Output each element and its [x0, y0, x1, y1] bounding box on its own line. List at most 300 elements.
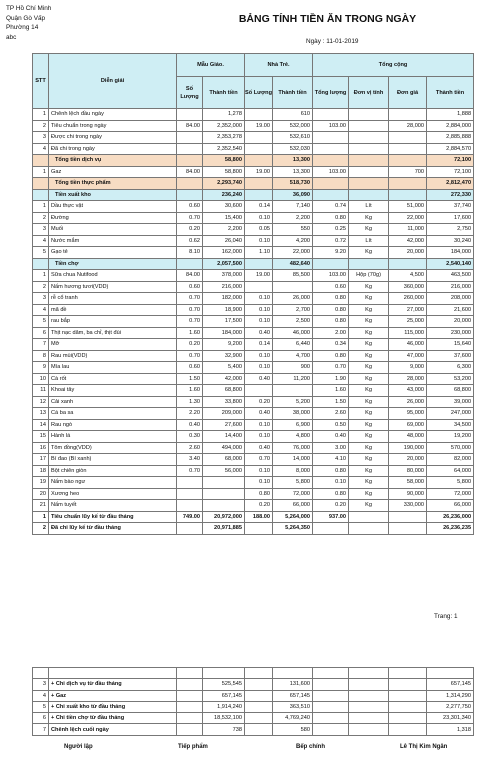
cell-mg-t: 2,200 [203, 224, 245, 236]
cell-desc: Tổng tiền thực phẩm [49, 178, 177, 190]
cell-unit: Kg [349, 304, 389, 316]
signature-head-cook: Bếp chính [296, 744, 326, 750]
table-row [33, 408, 474, 420]
summary-cell-stt: 4 [33, 690, 49, 701]
cell-unit: Hộp (70g) [349, 270, 389, 282]
total-row [33, 523, 474, 535]
summary-cell-stt: 3 [33, 679, 49, 690]
cell-nt-t: 11,200 [273, 373, 313, 385]
cell-price: 80,000 [389, 465, 427, 477]
cell-tt: 1,888 [427, 109, 474, 121]
cell-mg-t: 2,353,278 [203, 132, 245, 144]
table-row [33, 454, 474, 466]
cell-desc: mã đề [49, 304, 177, 316]
cell-unit: Kg [349, 281, 389, 293]
cell-mg-t [203, 477, 245, 489]
cell-mg-t: 5,400 [203, 362, 245, 374]
cell-price: 115,000 [389, 327, 427, 339]
cell-mg-t: 56,000 [203, 465, 245, 477]
cell-mg-q: 1.60 [177, 385, 203, 397]
page-number: Trang: 1 [434, 613, 458, 620]
cell-nt-q: 0.10 [245, 316, 273, 328]
cell-price [389, 258, 427, 270]
table-row [33, 442, 474, 454]
summary-row [33, 713, 474, 724]
cell-desc: rễ cổ tranh [49, 293, 177, 305]
cell-stt: 8 [33, 350, 49, 362]
cell-nt-t: 14,000 [273, 454, 313, 466]
cell-mg-t: 378,000 [203, 270, 245, 282]
cell-nt-q: 0.20 [245, 500, 273, 512]
cell-mg-q: 0.20 [177, 224, 203, 236]
cell-tl: 0.40 [313, 431, 349, 443]
cell-nt-q: 0.80 [245, 488, 273, 500]
cell-price: 26,000 [389, 396, 427, 408]
cell-unit: Kg [349, 339, 389, 351]
cell-unit [349, 166, 389, 178]
cell-desc: Chênh lệch đầu ngày [49, 109, 177, 121]
cell-nt-t: 22,000 [273, 247, 313, 259]
cell-unit [349, 511, 389, 523]
cell-unit: Lít [349, 235, 389, 247]
cell-price [389, 511, 427, 523]
cell-price [389, 523, 427, 535]
cell-nt-q [245, 189, 273, 201]
cell-stt: 19 [33, 477, 49, 489]
cell-tl: 0.80 [313, 488, 349, 500]
cell-nt-t: 900 [273, 362, 313, 374]
cell-unit: Kg [349, 362, 389, 374]
cell-nt-t: 7,140 [273, 201, 313, 213]
cell-nt-t: 76,000 [273, 442, 313, 454]
cell-mg-q: 0.30 [177, 431, 203, 443]
table-row [33, 316, 474, 328]
cell-tl: 0.80 [313, 465, 349, 477]
cell-tt: 30,240 [427, 235, 474, 247]
cell-tt: 82,000 [427, 454, 474, 466]
cell-mg-t: 184,000 [203, 327, 245, 339]
cell-nt-t: 4,700 [273, 350, 313, 362]
cell-stt: 1 [33, 109, 49, 121]
cell-mg-t [203, 500, 245, 512]
cell-price: 69,000 [389, 419, 427, 431]
cell-nt-t: 518,730 [273, 178, 313, 190]
cell-desc: Xương heo [49, 488, 177, 500]
cell-price: 90,000 [389, 488, 427, 500]
cell-nt-t: 4,800 [273, 431, 313, 443]
cell-tl: 9.20 [313, 247, 349, 259]
cell-mg-t: 32,900 [203, 350, 245, 362]
cell-stt: 2 [33, 281, 49, 293]
cell-tt: 272,330 [427, 189, 474, 201]
cell-stt: 13 [33, 408, 49, 420]
cell-nt-q: 0.10 [245, 212, 273, 224]
table-row [33, 327, 474, 339]
cell-nt-q: 0.70 [245, 454, 273, 466]
cell-desc: Tiền chợ [49, 258, 177, 270]
cell-price: 48,000 [389, 431, 427, 443]
cell-tt: 72,100 [427, 155, 474, 167]
cell-mg-t: 18,900 [203, 304, 245, 316]
cell-desc: Rau ngò [49, 419, 177, 431]
cell-mg-q [177, 523, 203, 535]
cell-nt-q: 0.40 [245, 408, 273, 420]
cell-nt-t: 72,000 [273, 488, 313, 500]
cell-stt: 4 [33, 143, 49, 155]
cell-tt: 570,000 [427, 442, 474, 454]
cell-unit: Kg [349, 431, 389, 443]
cell-stt: 9 [33, 362, 49, 374]
cell-nt-t: 36,090 [273, 189, 313, 201]
cell-unit [349, 189, 389, 201]
cell-mg-q [177, 500, 203, 512]
cell-unit [349, 143, 389, 155]
table-row [33, 385, 474, 397]
cell-mg-q: 3.40 [177, 454, 203, 466]
cell-mg-q: 8.10 [177, 247, 203, 259]
cell-tl [313, 523, 349, 535]
cell-mg-q: 0.60 [177, 362, 203, 374]
cell-stt: 12 [33, 396, 49, 408]
table-row [33, 212, 474, 224]
cell-nt-t: 5,200 [273, 396, 313, 408]
total-row [33, 511, 474, 523]
cell-stt: 18 [33, 465, 49, 477]
cell-price [389, 132, 427, 144]
cell-mg-t: 20,972,000 [203, 511, 245, 523]
table-row [33, 270, 474, 282]
cell-tt: 53,200 [427, 373, 474, 385]
cell-nt-q: 0.40 [245, 327, 273, 339]
cell-nt-q [245, 281, 273, 293]
cell-tt: 72,100 [427, 166, 474, 178]
cell-price: 51,000 [389, 201, 427, 213]
cell-unit: Kg [349, 327, 389, 339]
cell-tl: 0.80 [313, 212, 349, 224]
summary-row [33, 690, 474, 701]
summary-cell-desc: + Chi tiền chợ từ đầu tháng [49, 713, 177, 724]
cell-tl [313, 143, 349, 155]
cell-mg-q [177, 178, 203, 190]
summary-cell-tt: 1,318 [427, 724, 474, 735]
cell-tt: 6,300 [427, 362, 474, 374]
cell-unit: Kg [349, 373, 389, 385]
cell-tl: 0.74 [313, 201, 349, 213]
cell-mg-q: 0.60 [177, 201, 203, 213]
summary-cell-desc: + Chi dịch vụ từ đầu tháng [49, 679, 177, 690]
cell-unit: Kg [349, 408, 389, 420]
cell-desc: Đã chi trong ngày [49, 143, 177, 155]
cell-stt: 10 [33, 373, 49, 385]
cell-stt: 17 [33, 454, 49, 466]
cell-unit: Kg [349, 419, 389, 431]
cell-unit [349, 523, 389, 535]
table-row [33, 339, 474, 351]
cell-unit: Kg [349, 396, 389, 408]
cell-mg-q: 0.40 [177, 419, 203, 431]
cell-nt-t: 13,300 [273, 166, 313, 178]
cell-nt-q [245, 143, 273, 155]
cell-mg-q: 1.60 [177, 327, 203, 339]
signature-prepared: Người lập [64, 744, 93, 750]
cell-desc: Cá ba sa [49, 408, 177, 420]
cell-stt: 6 [33, 327, 49, 339]
cell-tl [313, 132, 349, 144]
cell-mg-t: 27,600 [203, 419, 245, 431]
cell-desc: Gaz [49, 166, 177, 178]
cell-desc: Tiền xuất kho [49, 189, 177, 201]
col-group-nt: Nhà Trẻ. [245, 54, 313, 77]
cell-desc: Được chi trong ngày [49, 132, 177, 144]
cell-tl [313, 178, 349, 190]
cell-desc: Thịt nạc dăm, ba chỉ, thịt đùi [49, 327, 177, 339]
section-row [33, 189, 474, 201]
cell-nt-t: 532,000 [273, 120, 313, 132]
table-row [33, 120, 474, 132]
meal-cost-table [32, 53, 474, 535]
cell-desc: Tôm đồng(VDD) [49, 442, 177, 454]
cell-price: 43,000 [389, 385, 427, 397]
cell-desc: Khoai tây [49, 385, 177, 397]
cell-unit: Kg [349, 316, 389, 328]
cell-nt-q: 0.10 [245, 431, 273, 443]
cell-unit [349, 155, 389, 167]
table-row [33, 143, 474, 155]
cell-mg-q [177, 143, 203, 155]
cell-tl: 0.80 [313, 316, 349, 328]
unit-label: abc [6, 33, 17, 41]
cell-mg-q: 0.70 [177, 316, 203, 328]
cell-nt-q: 0.10 [245, 304, 273, 316]
table-row [33, 304, 474, 316]
cell-tl: 0.20 [313, 500, 349, 512]
cell-unit [349, 258, 389, 270]
cell-mg-t: 20,971,885 [203, 523, 245, 535]
cell-nt-q: 1.10 [245, 247, 273, 259]
cell-tt: 230,000 [427, 327, 474, 339]
cell-tl [313, 155, 349, 167]
cell-stt: 20 [33, 488, 49, 500]
cell-mg-q [177, 477, 203, 489]
summary-cell-mg: 1,914,240 [203, 701, 245, 712]
cell-mg-q: 1.50 [177, 373, 203, 385]
cell-mg-q: 84.00 [177, 166, 203, 178]
cell-nt-t: 85,500 [273, 270, 313, 282]
cell-nt-q [245, 132, 273, 144]
cell-stt: 3 [33, 132, 49, 144]
cell-stt: 1 [33, 166, 49, 178]
cell-nt-q: 0.40 [245, 373, 273, 385]
col-total-qty: Tổng lượng [313, 77, 349, 109]
cell-nt-t: 5,264,350 [273, 523, 313, 535]
cell-unit: Kg [349, 500, 389, 512]
cell-tt: 26,236,000 [427, 511, 474, 523]
cell-tl: 1.60 [313, 385, 349, 397]
cell-price [389, 178, 427, 190]
cell-nt-t: 8,000 [273, 465, 313, 477]
signature-signer: Lê Thị Kim Ngân [400, 744, 448, 750]
cell-desc: Nấm bào ngư [49, 477, 177, 489]
cell-desc: Dầu thực vật [49, 201, 177, 213]
col-mg-amount: Thành tiền [203, 77, 245, 109]
cell-stt [33, 178, 49, 190]
cell-mg-t: 33,800 [203, 396, 245, 408]
cell-mg-q: 2.20 [177, 408, 203, 420]
cell-nt-q: 0.10 [245, 465, 273, 477]
cell-desc: Rau mùi(VDD) [49, 350, 177, 362]
table-row [33, 362, 474, 374]
cell-tt: 34,500 [427, 419, 474, 431]
table-row [33, 396, 474, 408]
cell-price: 95,000 [389, 408, 427, 420]
cell-nt-q: 0.10 [245, 362, 273, 374]
cell-stt [33, 155, 49, 167]
cell-unit: Kg [349, 465, 389, 477]
cell-mg-t: 2,293,740 [203, 178, 245, 190]
col-desc: Diễn giải [49, 54, 177, 109]
cell-desc: Bí đao (Bí xanh) [49, 454, 177, 466]
cell-mg-q: 0.60 [177, 281, 203, 293]
col-group-total: Tổng cộng [313, 54, 474, 77]
cell-nt-t: 532,610 [273, 132, 313, 144]
cell-unit [349, 109, 389, 121]
cell-mg-q: 0.62 [177, 235, 203, 247]
cell-price: 9,000 [389, 362, 427, 374]
cell-unit: Kg [349, 247, 389, 259]
cell-tt: 37,740 [427, 201, 474, 213]
summary-cell-nt: 4,769,240 [273, 713, 313, 724]
cell-tt: 72,000 [427, 488, 474, 500]
cell-mg-t: 162,000 [203, 247, 245, 259]
cell-unit: Kg [349, 293, 389, 305]
page-title: BẢNG TÍNH TIỀN ĂN TRONG NGÀY [238, 13, 417, 25]
cell-mg-q [177, 189, 203, 201]
cell-desc: Gạo tẻ [49, 247, 177, 259]
cell-nt-t: 46,000 [273, 327, 313, 339]
summary-cell-mg: 18,532,100 [203, 713, 245, 724]
cell-nt-q: 0.14 [245, 339, 273, 351]
cell-mg-t: 494,000 [203, 442, 245, 454]
cell-stt: 3 [33, 293, 49, 305]
summary-cell-nt: 580 [273, 724, 313, 735]
cell-tt: 2,885,888 [427, 132, 474, 144]
ward-label: Phường 14 [6, 24, 39, 31]
summary-table [32, 667, 474, 736]
cell-nt-t: 5,800 [273, 477, 313, 489]
cell-tl: 103.00 [313, 270, 349, 282]
cell-desc: Nấm tuyết [49, 500, 177, 512]
cell-tt: 39,000 [427, 396, 474, 408]
table-row [33, 419, 474, 431]
cell-tl: 0.80 [313, 304, 349, 316]
cell-tt: 21,600 [427, 304, 474, 316]
cell-mg-t: 209,000 [203, 408, 245, 420]
table-row [33, 500, 474, 512]
cell-price: 20,000 [389, 247, 427, 259]
cell-price [389, 109, 427, 121]
cell-nt-q [245, 385, 273, 397]
cell-nt-q: 0.10 [245, 293, 273, 305]
cell-desc: Muối [49, 224, 177, 236]
cell-mg-q [177, 132, 203, 144]
summary-cell-tt: 657,145 [427, 679, 474, 690]
summary-cell-mg: 738 [203, 724, 245, 735]
cell-stt [33, 258, 49, 270]
cell-tl: 0.25 [313, 224, 349, 236]
cell-tt: 2,884,000 [427, 120, 474, 132]
table-row [33, 109, 474, 121]
cell-mg-t: 14,400 [203, 431, 245, 443]
table-row [33, 293, 474, 305]
table-row [33, 477, 474, 489]
cell-nt-q: 0.20 [245, 396, 273, 408]
cell-mg-t: 30,600 [203, 201, 245, 213]
col-nt-qty: Số Lượng [245, 77, 273, 109]
cell-price: 28,000 [389, 373, 427, 385]
cell-mg-t: 42,000 [203, 373, 245, 385]
cell-tt: 5,800 [427, 477, 474, 489]
cell-mg-q: 84.00 [177, 270, 203, 282]
cell-desc: Đường [49, 212, 177, 224]
table-row [33, 373, 474, 385]
summary-row [33, 701, 474, 712]
cell-tt: 17,600 [427, 212, 474, 224]
summary-cell-stt: 7 [33, 724, 49, 735]
cell-mg-q: 1.30 [177, 396, 203, 408]
cell-mg-q [177, 258, 203, 270]
table-row [33, 224, 474, 236]
cell-price: 360,000 [389, 281, 427, 293]
col-unit: Đơn vị tính [349, 77, 389, 109]
cell-desc: Nấm hương tươi(VDD) [49, 281, 177, 293]
cell-stt: 3 [33, 224, 49, 236]
cell-tl [313, 109, 349, 121]
cell-desc: rau bắp [49, 316, 177, 328]
cell-mg-t: 26,040 [203, 235, 245, 247]
cell-unit: Kg [349, 488, 389, 500]
cell-stt [33, 189, 49, 201]
cell-mg-q [177, 109, 203, 121]
cell-nt-t: 2,500 [273, 316, 313, 328]
table-row [33, 350, 474, 362]
cell-nt-t [273, 385, 313, 397]
cell-mg-t: 182,000 [203, 293, 245, 305]
summary-cell-tt: 2,277,750 [427, 701, 474, 712]
section-row [33, 155, 474, 167]
table-row [33, 132, 474, 144]
cell-tt: 68,800 [427, 385, 474, 397]
cell-stt: 2 [33, 120, 49, 132]
cell-nt-t: 2,700 [273, 304, 313, 316]
col-stt: STT [33, 54, 49, 109]
cell-desc: Cải xanh [49, 396, 177, 408]
cell-price: 330,000 [389, 500, 427, 512]
cell-tl: 0.34 [313, 339, 349, 351]
cell-stt: 2 [33, 523, 49, 535]
cell-mg-t: 68,800 [203, 385, 245, 397]
summary-cell-desc: + Chi xuất kho từ đầu tháng [49, 701, 177, 712]
summary-cell-tt: 23,301,340 [427, 713, 474, 724]
cell-desc: Sữa chua Nutifood [49, 270, 177, 282]
cell-nt-q [245, 258, 273, 270]
district-label: Quận Gò Vấp [6, 14, 46, 22]
cell-nt-q [245, 178, 273, 190]
cell-nt-q [245, 523, 273, 535]
cell-desc: Mía lau [49, 362, 177, 374]
cell-mg-q: 0.70 [177, 212, 203, 224]
cell-mg-q: 0.70 [177, 304, 203, 316]
cell-mg-t: 2,352,540 [203, 143, 245, 155]
